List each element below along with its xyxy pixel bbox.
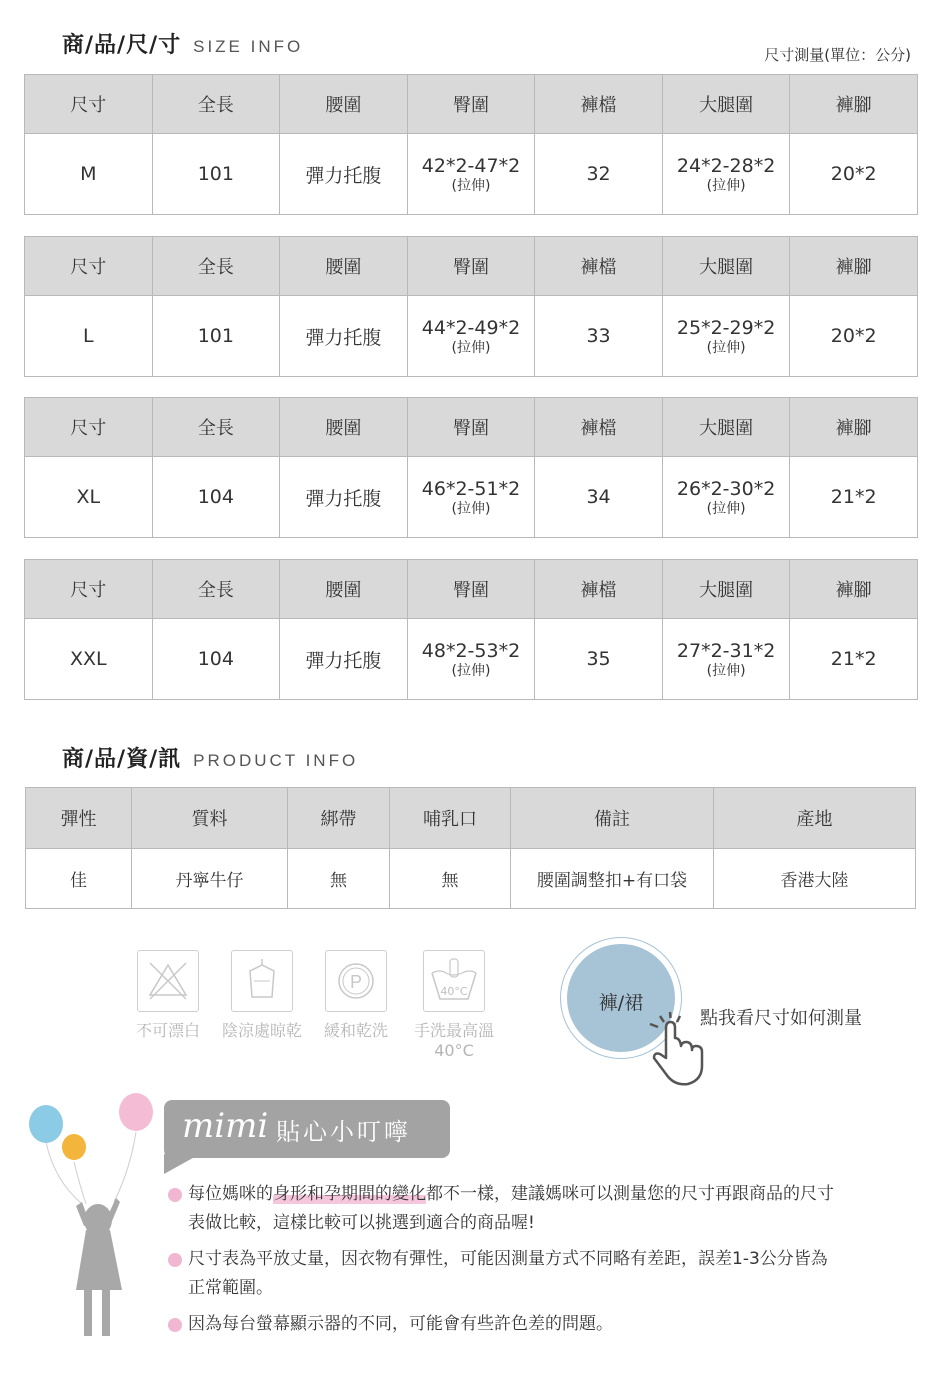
product-header-cell: 產地 [714,788,916,849]
tips-title: 貼心小叮嚀 [276,1118,411,1146]
product-header-cell: 彈性 [26,788,132,849]
size-header-cell: 全長 [152,398,280,457]
product-value-cell: 無 [390,849,511,909]
size-value-cell: 101 [152,134,280,215]
thigh-value: 25*2-29*2 [676,317,776,339]
svg-text:P: P [349,972,363,992]
hip-value: 42*2-47*2 [421,155,521,177]
product-header-cell: 備註 [511,788,714,849]
size-value-cell: 34 [535,457,663,538]
product-header-cell: 質料 [132,788,288,849]
balloon-blue [29,1105,63,1143]
thigh-value: 27*2-31*2 [676,640,776,662]
tips-banner [164,1100,450,1158]
size-value-cell: 33 [535,296,663,377]
size-value-cell [662,134,790,215]
hip-value: 48*2-53*2 [421,640,521,662]
care-item-no-bleach [128,950,208,1041]
size-value-cell: 104 [152,619,280,700]
care-label: 不可漂白 [135,1021,200,1040]
hand-wash-40-icon [423,950,485,1012]
size-header-cell: 腰圍 [280,237,408,296]
stretch-note: (拉伸) [451,663,491,679]
size-value-cell: 彈力托腹 [280,457,408,538]
product-value-cell: 腰圍調整扣+有口袋 [511,849,714,909]
size-header-cell: 褲檔 [535,398,663,457]
measure-circle-label[interactable]: 褲/裙 [598,992,644,1014]
size-header-cell: 臀圍 [407,237,535,296]
stretch-note: (拉伸) [706,501,746,517]
balloon-girl-illustration [24,1090,164,1350]
size-header-cell: 褲腳 [790,560,918,619]
size-header-cell: 大腿圍 [662,560,790,619]
size-value-cell [407,457,535,538]
size-header-cell: 褲腳 [790,398,918,457]
product-value-row [26,849,916,909]
size-value-cell: 20*2 [790,134,918,215]
stretch-note: (拉伸) [451,340,491,356]
care-item-shade-dry [216,950,308,1041]
wash-temp: 40°C [440,985,468,998]
girl-silhouette [76,1198,122,1336]
size-value-cell: 35 [535,619,663,700]
care-label: 陰涼處晾乾 [221,1021,302,1040]
product-value-cell: 佳 [26,849,132,909]
size-value-cell: M [25,134,153,215]
size-table [24,74,918,215]
size-value-cell [407,134,535,215]
balloon-pink [119,1093,153,1131]
bullet-icon [168,1318,182,1332]
tip-text: 都不一樣，建議媽咪可以測量您的尺寸再跟商品的尺寸 [426,1184,834,1204]
size-value-cell: L [25,296,153,377]
tip-item [188,1310,908,1339]
hip-value: 44*2-49*2 [421,317,521,339]
size-header-row [25,398,918,457]
tips-bubble-tail [164,1154,204,1176]
size-header-cell: 大腿圍 [662,75,790,134]
size-value-cell: 彈力托腹 [280,134,408,215]
thigh-value: 26*2-30*2 [676,478,776,500]
hip-value: 46*2-51*2 [421,478,521,500]
stretch-note: (拉伸) [706,178,746,194]
size-header-cell: 尺寸 [25,237,153,296]
size-value-cell: 101 [152,296,280,377]
size-value-cell: XXL [25,619,153,700]
unit-note: 尺寸測量(單位：公分) [764,46,911,64]
size-value-cell: 21*2 [790,457,918,538]
care-item-hand-wash [408,950,500,1060]
no-bleach-icon [137,950,199,1012]
size-header-cell: 全長 [152,560,280,619]
tip-text: 因為每台螢幕顯示器的不同，可能會有些許色差的問題。 [188,1314,613,1334]
size-value-row [25,296,918,377]
tip-item [188,1180,908,1238]
size-value-cell: XL [25,457,153,538]
size-value-cell: 彈力托腹 [280,296,408,377]
product-value-cell: 丹寧牛仔 [132,849,288,909]
shade-dry-icon [231,950,293,1012]
size-header-cell: 腰圍 [280,75,408,134]
product-info-table [25,787,916,909]
balloon-orange [62,1134,86,1160]
tip-text: 正常範圍。 [188,1278,273,1298]
product-value-cell: 無 [288,849,390,909]
size-header-cell: 尺寸 [25,75,153,134]
care-label: 手洗最高溫 [413,1021,494,1040]
tip-text: 表做比較，這樣比較可以挑選到適合的商品喔! [188,1213,535,1233]
size-header-cell: 大腿圍 [662,237,790,296]
size-table [24,397,918,538]
tip-text: 尺寸表為平放丈量，因衣物有彈性，可能因測量方式不同略有差距，誤差1-3公分皆為 [188,1249,828,1269]
size-header-cell: 褲檔 [535,237,663,296]
size-header-cell: 褲檔 [535,75,663,134]
bullet-icon [168,1188,182,1202]
size-value-cell [662,619,790,700]
size-header-row [25,237,918,296]
stretch-note: (拉伸) [706,340,746,356]
thigh-value: 24*2-28*2 [676,155,776,177]
size-title-en: SIZE INFO [193,37,304,56]
measure-guide-link[interactable]: 點我看尺寸如何測量 [700,1008,862,1029]
product-title-zh: 商/品/資/訊 [62,747,182,772]
size-title-zh: 商/品/尺/寸 [62,33,182,58]
size-table [24,559,918,700]
size-value-cell: 20*2 [790,296,918,377]
size-value-cell [662,296,790,377]
size-header-row [25,75,918,134]
size-value-cell [662,457,790,538]
size-header-row [25,560,918,619]
product-header-cell: 綁帶 [288,788,390,849]
tips-brand: mimi [182,1106,269,1146]
size-header-cell: 褲腳 [790,237,918,296]
size-value-cell: 104 [152,457,280,538]
gentle-dry-clean-icon [325,950,387,1012]
product-header-row [26,788,916,849]
size-header-cell: 腰圍 [280,398,408,457]
size-value-row [25,457,918,538]
tip-item [188,1245,908,1303]
stretch-note: (拉伸) [451,501,491,517]
size-header-cell: 褲腳 [790,75,918,134]
product-section-title [62,742,358,773]
care-item-gentle-dry-clean [318,950,394,1041]
size-header-cell: 臀圍 [407,398,535,457]
bullet-icon [168,1253,182,1267]
size-header-cell: 臀圍 [407,560,535,619]
size-table [24,236,918,377]
size-header-cell: 全長 [152,75,280,134]
size-header-cell: 臀圍 [407,75,535,134]
size-value-cell [407,296,535,377]
tip-text: 每位媽咪的 [188,1184,273,1204]
size-value-cell: 32 [535,134,663,215]
size-section-title [62,28,303,59]
stretch-note: (拉伸) [451,178,491,194]
size-value-cell [407,619,535,700]
size-header-cell: 全長 [152,237,280,296]
care-label: 緩和乾洗 [323,1021,388,1040]
size-value-cell: 21*2 [790,619,918,700]
product-value-cell: 香港大陸 [714,849,916,909]
size-header-cell: 尺寸 [25,560,153,619]
care-label-2: 40°C [434,1041,474,1060]
tip-highlight: 身形和孕期間的變化 [273,1184,426,1204]
size-value-cell: 彈力托腹 [280,619,408,700]
size-header-cell: 腰圍 [280,560,408,619]
size-header-cell: 尺寸 [25,398,153,457]
product-title-en: PRODUCT INFO [193,751,359,770]
size-value-row [25,619,918,700]
size-header-cell: 大腿圍 [662,398,790,457]
size-header-cell: 褲檔 [535,560,663,619]
size-value-row [25,134,918,215]
product-header-cell: 哺乳口 [390,788,511,849]
stretch-note: (拉伸) [706,663,746,679]
